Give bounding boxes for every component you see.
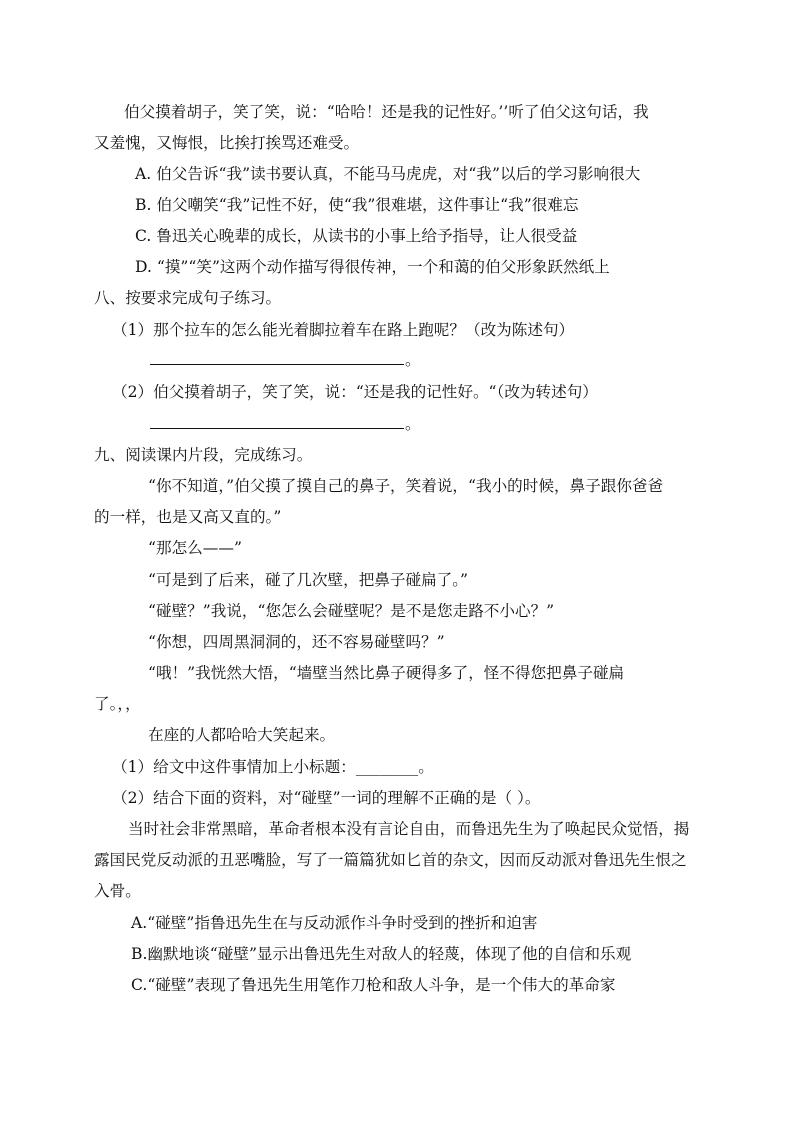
- q8-answer-1-end: 。: [405, 351, 421, 369]
- q9-heading: 九、阅读课内片段，完成练习。: [94, 446, 313, 464]
- q9-material-line-2: 露国民党反动派的丑恶嘴脸，写了一篇篇犹如匕首的杂文，因而反动派对鲁迅先生恨之: [94, 851, 687, 869]
- q9-option-c: C.“碰壁”表现了鲁迅先生用笔作刀枪和敌人斗争，是一个伟大的革命家: [131, 976, 616, 994]
- q7-option-d: D. “摸”“笑”这两个动作描写得很传神，一个和蔼的伯父形象跃然纸上: [135, 258, 610, 276]
- q9-passage-line-6: “你想，四周黑洞洞的，还不容易碰壁吗？”: [148, 633, 445, 651]
- q7-paragraph-line-2: 又羞愧，又悔恨，比挨打挨骂还难受。: [94, 134, 360, 152]
- q7-option-b: B. 伯父嘲笑“我”记性不好，使“我”很难堪，这件事让“我”很难忘: [135, 196, 579, 214]
- q9-passage-line-7: “哦！”我恍然大悟，“墙壁当然比鼻子硬得多了，怪不得您把鼻子碰扁: [148, 664, 625, 682]
- q7-option-c: C. 鲁迅关心晚辈的成长，从读书的小事上给予指导，让人很受益: [135, 227, 578, 245]
- q7-option-a: A. 伯父告诉“我”读书要认真，不能马马虎虎，对“我”以后的学习影响很大: [135, 165, 641, 183]
- q8-answer-2-end: 。: [405, 415, 421, 433]
- q9-passage-line-4: “可是到了后来，碰了几次壁，把鼻子碰扁了。”: [148, 571, 469, 589]
- q9-passage-line-9: 在座的人都哈哈大笑起来。: [148, 726, 336, 744]
- q9-option-b: B.幽默地谈“碰壁”显示出鲁迅先生对敌人的轻蔑，体现了他的自信和乐观: [131, 945, 632, 963]
- q9-passage-line-5: “碰壁？”我说，“您怎么会碰壁呢？是不是您走路不小心？”: [148, 602, 555, 620]
- q9-option-a: A.“碰壁”指鲁迅先生在与反动派作斗争时受到的挫折和迫害: [131, 914, 538, 932]
- q9-material-line-1: 当时社会非常黑暗，革命者根本没有言论自由，而鲁迅先生为了唤起民众觉悟，揭: [128, 820, 690, 838]
- q9-passage-line-3: “那怎么——”: [148, 539, 242, 557]
- q9-material-line-3: 入骨。: [94, 882, 141, 900]
- q8-item-1: （1）那个拉车的怎么能光着脚拉着车在路上跑呢？（改为陈述句）: [112, 321, 575, 339]
- q7-paragraph-line-1: 伯父摸着胡子，笑了笑，说：“哈哈！还是我的记性好。’’听了伯父这句话，我: [124, 103, 649, 121]
- q8-answer-line-2[interactable]: [150, 428, 404, 429]
- q9-sub-question-2: （2）结合下面的资料，对“碰壁”一词的理解不正确的是（ ）。: [112, 789, 541, 807]
- q8-heading: 八、按要求完成句子练习。: [94, 289, 282, 307]
- q8-answer-line-1[interactable]: [150, 364, 404, 365]
- q9-sub-question-1: （1）给文中这件事情加上小标题：________。: [112, 758, 434, 776]
- q8-item-2: （2）伯父摸着胡子，笑了笑，说：“还是我的记性好。“（改为转述句）: [112, 383, 598, 401]
- q9-passage-line-1: “你不知道，”伯父摸了摸自己的鼻子，笑着说，“我小的时候，鼻子跟你爸爸: [148, 477, 664, 495]
- q9-passage-line-2: 的一样，也是又高又直的。”: [94, 508, 282, 526]
- q9-passage-line-8: 了。，，: [94, 695, 141, 713]
